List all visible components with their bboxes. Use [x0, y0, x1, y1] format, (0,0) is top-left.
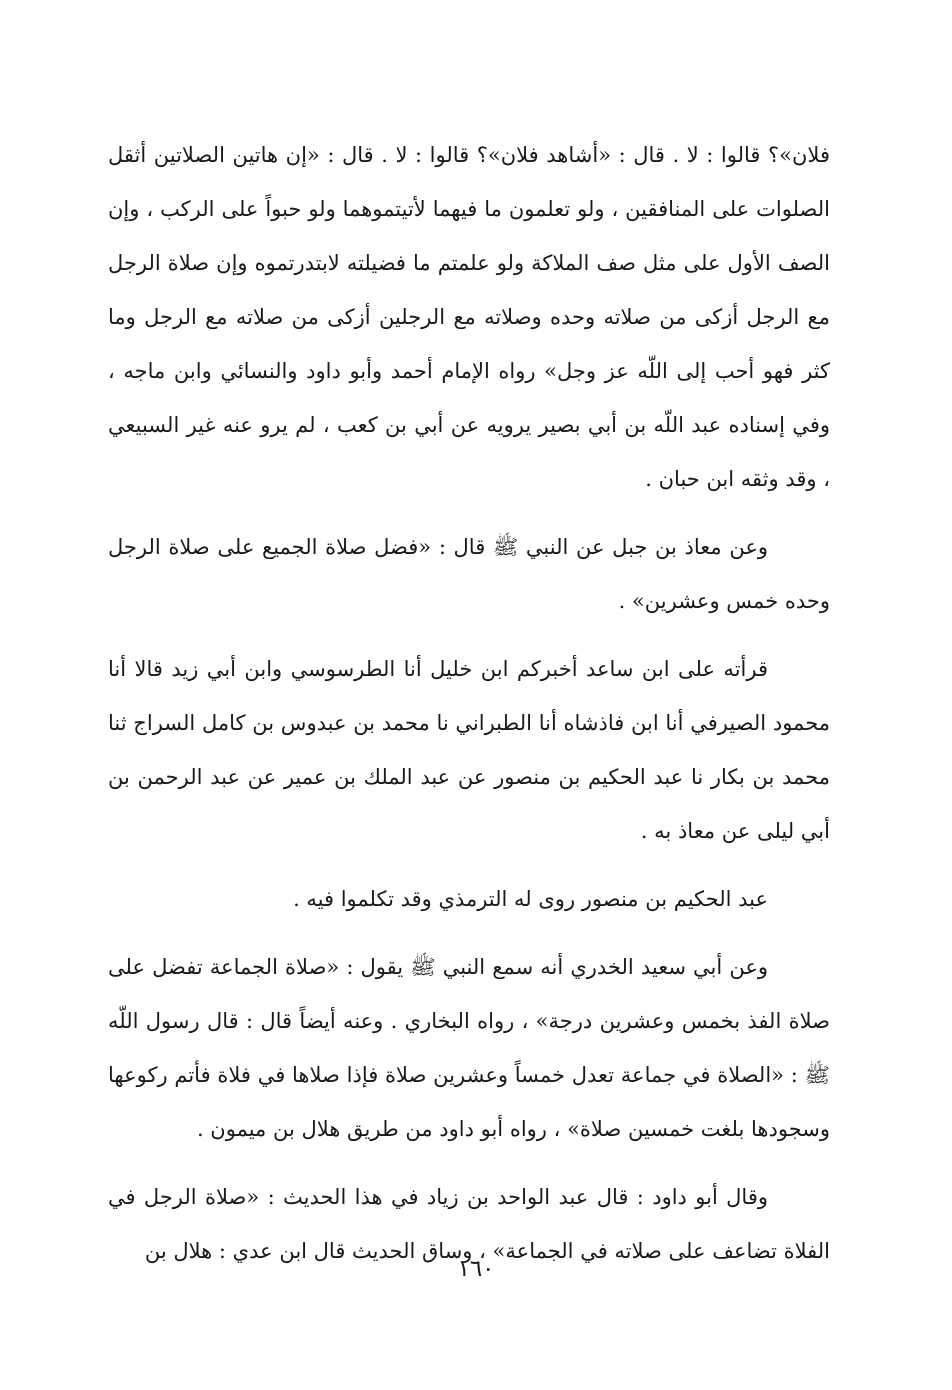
page-number: ١٦٠ — [457, 1256, 495, 1282]
paragraph-6: وقال أبو داود : قال عبد الواحد بن زياد في هذا الحديث : «صلاة الرجل في الفلاة تضاعف على صلاته في الجماعة» ، وساق الحديث قال ابن عدي : هلال بن — [108, 1185, 830, 1263]
paragraph-3: قرأته على ابن ساعد أخبركم ابن خليل أنا الطرسوسي وابن أبي زيد قالا أنا محمود الصيرفي أنا ابن فاذشاه أنا الطبراني نا محمد بن عبدوس بن كامل السراج ثنا محمد بن بكار نا عبد الحكيم بن منصور عن عبد الملك بن عمير عن عبد الرحمن بن أبي ليلى عن معاذ به . — [108, 657, 830, 843]
paragraph-4: عبد الحكيم بن منصور روى له الترمذي وقد تكلموا فيه . — [293, 887, 768, 911]
paragraph-1: فلان»؟ قالوا : لا . قال : «أشاهد فلان»؟ قالوا : لا . قال : «إن هاتين الصلاتين أثقل الصلوات على المنافقين ، ولو تعلمون ما فيهما لأتيتموهما ولو حبواً على الركب ، وإن الصف الأول على مثل صف الملاكة ولو علمتم ما فضيلته لابتدرتموه وإن صلاة الرجل مع الرجل أزكى من صلاته وحده وصلاته مع الرجلين أزكى من صلاته مع الرجل وما كثر فهو أحب إلى اللّه عز وجل» رواه الإمام أحمد وأبو داود والنسائي وابن ماجه ، وفي إسناده عبد اللّه بن أبي بصير يرويه عن أبي بن كعب ، لم يرو عنه غير السبيعي ، وقد وثقه ابن حبان . — [108, 143, 830, 491]
paragraph-5: وعن أبي سعيد الخدري أنه سمع النبي ﷺ يقول : «صلاة الجماعة تفضل على صلاة الفذ بخمس وعشرين درجة» ، رواه البخاري . وعنه أيضاً قال : قال رسول اللّه ﷺ : «الصلاة في جماعة تعدل خمساً وعشرين صلاة فإذا صلاها في فلاة فأتم ركوعها وسجودها بلغت خمسين صلاة» ، رواه أبو داود من طريق هلال بن ميمون . — [108, 955, 830, 1141]
paragraph-2: وعن معاذ بن جبل عن النبي ﷺ قال : «فضل صلاة الجميع على صلاة الرجل وحده خمس وعشرين» . — [108, 535, 830, 613]
page-body — [108, 128, 830, 1278]
